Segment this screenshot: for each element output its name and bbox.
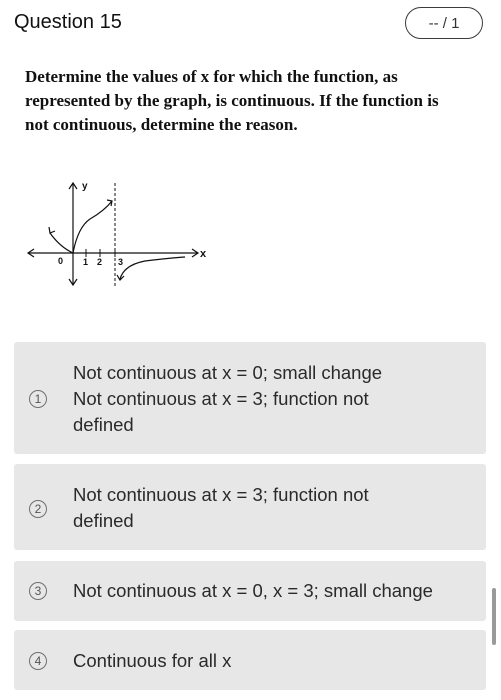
option-number-4: 4 bbox=[29, 652, 47, 670]
scrollbar-thumb[interactable] bbox=[492, 588, 496, 645]
answer-option-2[interactable] bbox=[14, 464, 486, 550]
y-axis-label: y bbox=[82, 181, 88, 192]
option-number-2: 2 bbox=[29, 500, 47, 518]
answer-option-4[interactable] bbox=[14, 630, 486, 690]
answer-option-3[interactable] bbox=[14, 561, 486, 621]
curve-left-arrow bbox=[49, 227, 55, 233]
score-badge: -- / 1 bbox=[405, 7, 483, 39]
option-text-1: Not continuous at x = 0; small change Not continuous at x = 3; function not defined bbox=[73, 362, 383, 435]
tick-label-3: 3 bbox=[118, 257, 124, 267]
function-graph bbox=[20, 175, 210, 295]
curve-left-branch bbox=[50, 233, 73, 253]
curve-middle-branch bbox=[73, 201, 112, 253]
answer-option-1[interactable] bbox=[14, 342, 486, 454]
option-text-2: Not continuous at x = 3; function not defined bbox=[73, 484, 369, 531]
question-prompt: Determine the values of x for which the function, as represented by the graph, is continuous. If the function is not continuous, determine the reason. bbox=[25, 67, 439, 134]
option-text-4: Continuous for all x bbox=[73, 650, 232, 671]
option-number-1: 1 bbox=[29, 390, 47, 408]
x-axis-label: x bbox=[200, 248, 207, 260]
tick-label-1: 1 bbox=[83, 257, 89, 267]
tick-label-2: 2 bbox=[97, 257, 103, 267]
origin-label: 0 bbox=[58, 256, 64, 266]
curve-right-branch bbox=[120, 257, 185, 279]
option-number-3: 3 bbox=[29, 582, 47, 600]
option-text-3: Not continuous at x = 0, x = 3; small change bbox=[73, 580, 433, 601]
question-title: Question 15 bbox=[14, 11, 122, 33]
